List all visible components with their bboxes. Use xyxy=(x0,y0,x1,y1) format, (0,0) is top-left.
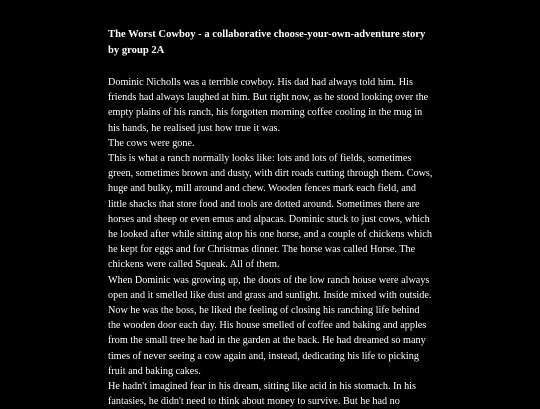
story-body xyxy=(108,75,434,409)
paragraph-3: This is what a ranch normally looks like: lots and lots of fields, sometimes green, sometimes brown and dusty, with dirt roads cutting through them. Cows, huge and bulky, mill around and chew. Wooden fences mark each field, and little shacks that store food and tools are dotted around. Sometimes there are horses and sheep or even emus and alpacas. Dominic stuck to just cows, which he looked after while sitting atop his one horse, and a couple of chickens which he kept for eggs and for Christmas dinner. The horse was called Horse. The chickens were called Squeak. All of them. xyxy=(108,153,433,271)
document-page xyxy=(108,27,434,409)
paragraph-5: He hadn't imagined fear in his dream, sitting like acid in his stomach. In his fantasies, he didn't need to think about money to survive. But he had no xyxy=(108,381,416,408)
paragraph-2: The cows were gone. xyxy=(108,137,195,149)
story-title: The Worst Cowboy - a collaborative choose-your-own-adventure story by group 2A xyxy=(108,29,426,56)
paragraph-4: When Dominic was growing up, the doors of the low ranch house were always open and it smelled like dust and grass and sunlight. Inside mixed with outside. Now he was the boss, he liked the feeling of closing his ranching life behind the wooden door each day. His house smelled of coffee and baking and apples from the small tree he had in the garden at the back. He had dreamed so many times of never seeing a cow again and, instead, dedicating his life to picking fruit and baking cakes. xyxy=(108,274,432,377)
paragraph-1: Dominic Nicholls was a terrible cowboy. His dad had always told him. His friends had always laughed at him. But right now, as he stood looking over the empty plains of his ranch, his forgotten morning coffee cooling in the mug in his hands, he realised just how true it was. xyxy=(108,77,429,134)
